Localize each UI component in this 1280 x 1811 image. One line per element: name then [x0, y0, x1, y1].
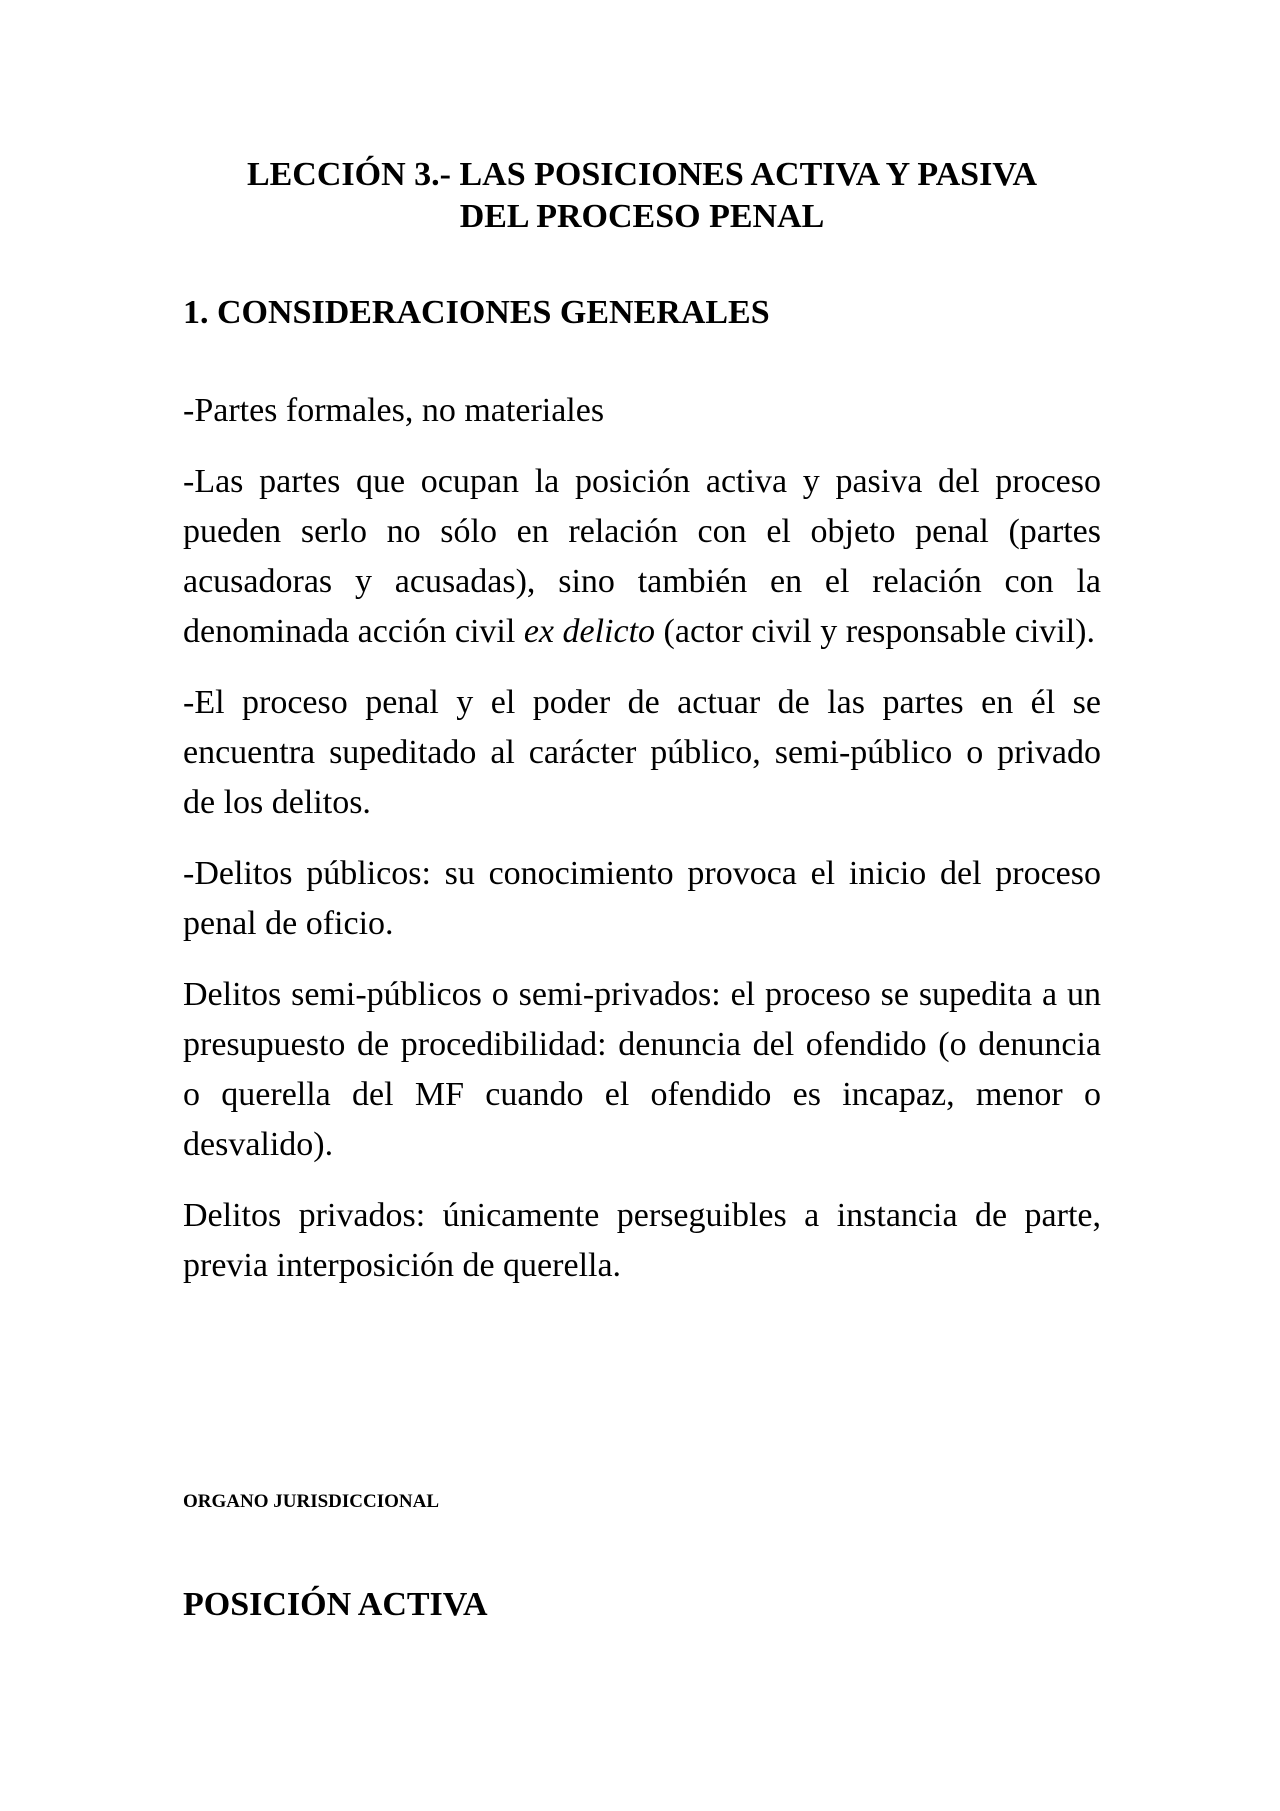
paragraph-text: -Las partes que ocupan la posición activa y pasiva del proceso pueden serlo no sólo en relación con el objeto penal (partes acusadoras y acusadas), sino también en el relación con la denominada acción civil — [183, 463, 1101, 650]
italic-term: ex delicto — [523, 613, 656, 650]
title-line-2: DEL PROCESO PENAL — [459, 198, 825, 235]
paragraph-proceso-penal: -El proceso penal y el poder de actuar de las partes en él se encuentra supeditado al carácter público, semi-público o privado de los delitos. — [183, 684, 1101, 821]
paragraph-delitos-semipublicos: Delitos semi-públicos o semi-privados: el proceso se supedita a un presupuesto de procedibilidad: denuncia del ofendido (o denuncia o querella del MF cuando el ofendido es incapaz, menor o desvalido). — [183, 976, 1101, 1163]
paragraph-partes-formales: -Partes formales, no materiales — [183, 392, 605, 429]
paragraph-text: (actor civil y responsable civil). — [655, 613, 1095, 650]
paragraph-delitos-publicos: -Delitos públicos: su conocimiento provoca el inicio del proceso penal de oficio. — [183, 855, 1101, 942]
section-heading-consideraciones: 1. CONSIDERACIONES GENERALES — [183, 294, 770, 331]
document-page — [183, 0, 1101, 1811]
title-line-1: LECCIÓN 3.- LAS POSICIONES ACTIVA Y PASIVA — [246, 156, 1038, 193]
section-heading-posicion-activa: POSICIÓN ACTIVA — [183, 1586, 488, 1623]
paragraph-posicion-activa-pasiva — [183, 457, 1101, 657]
paragraph-delitos-privados: Delitos privados: únicamente perseguibles a instancia de parte, previa interposición de querella. — [183, 1197, 1101, 1284]
body-text — [183, 386, 1101, 1312]
page-title — [183, 154, 1101, 238]
organo-jurisdiccional-label: ORGANO JURISDICCIONAL — [183, 1491, 439, 1512]
